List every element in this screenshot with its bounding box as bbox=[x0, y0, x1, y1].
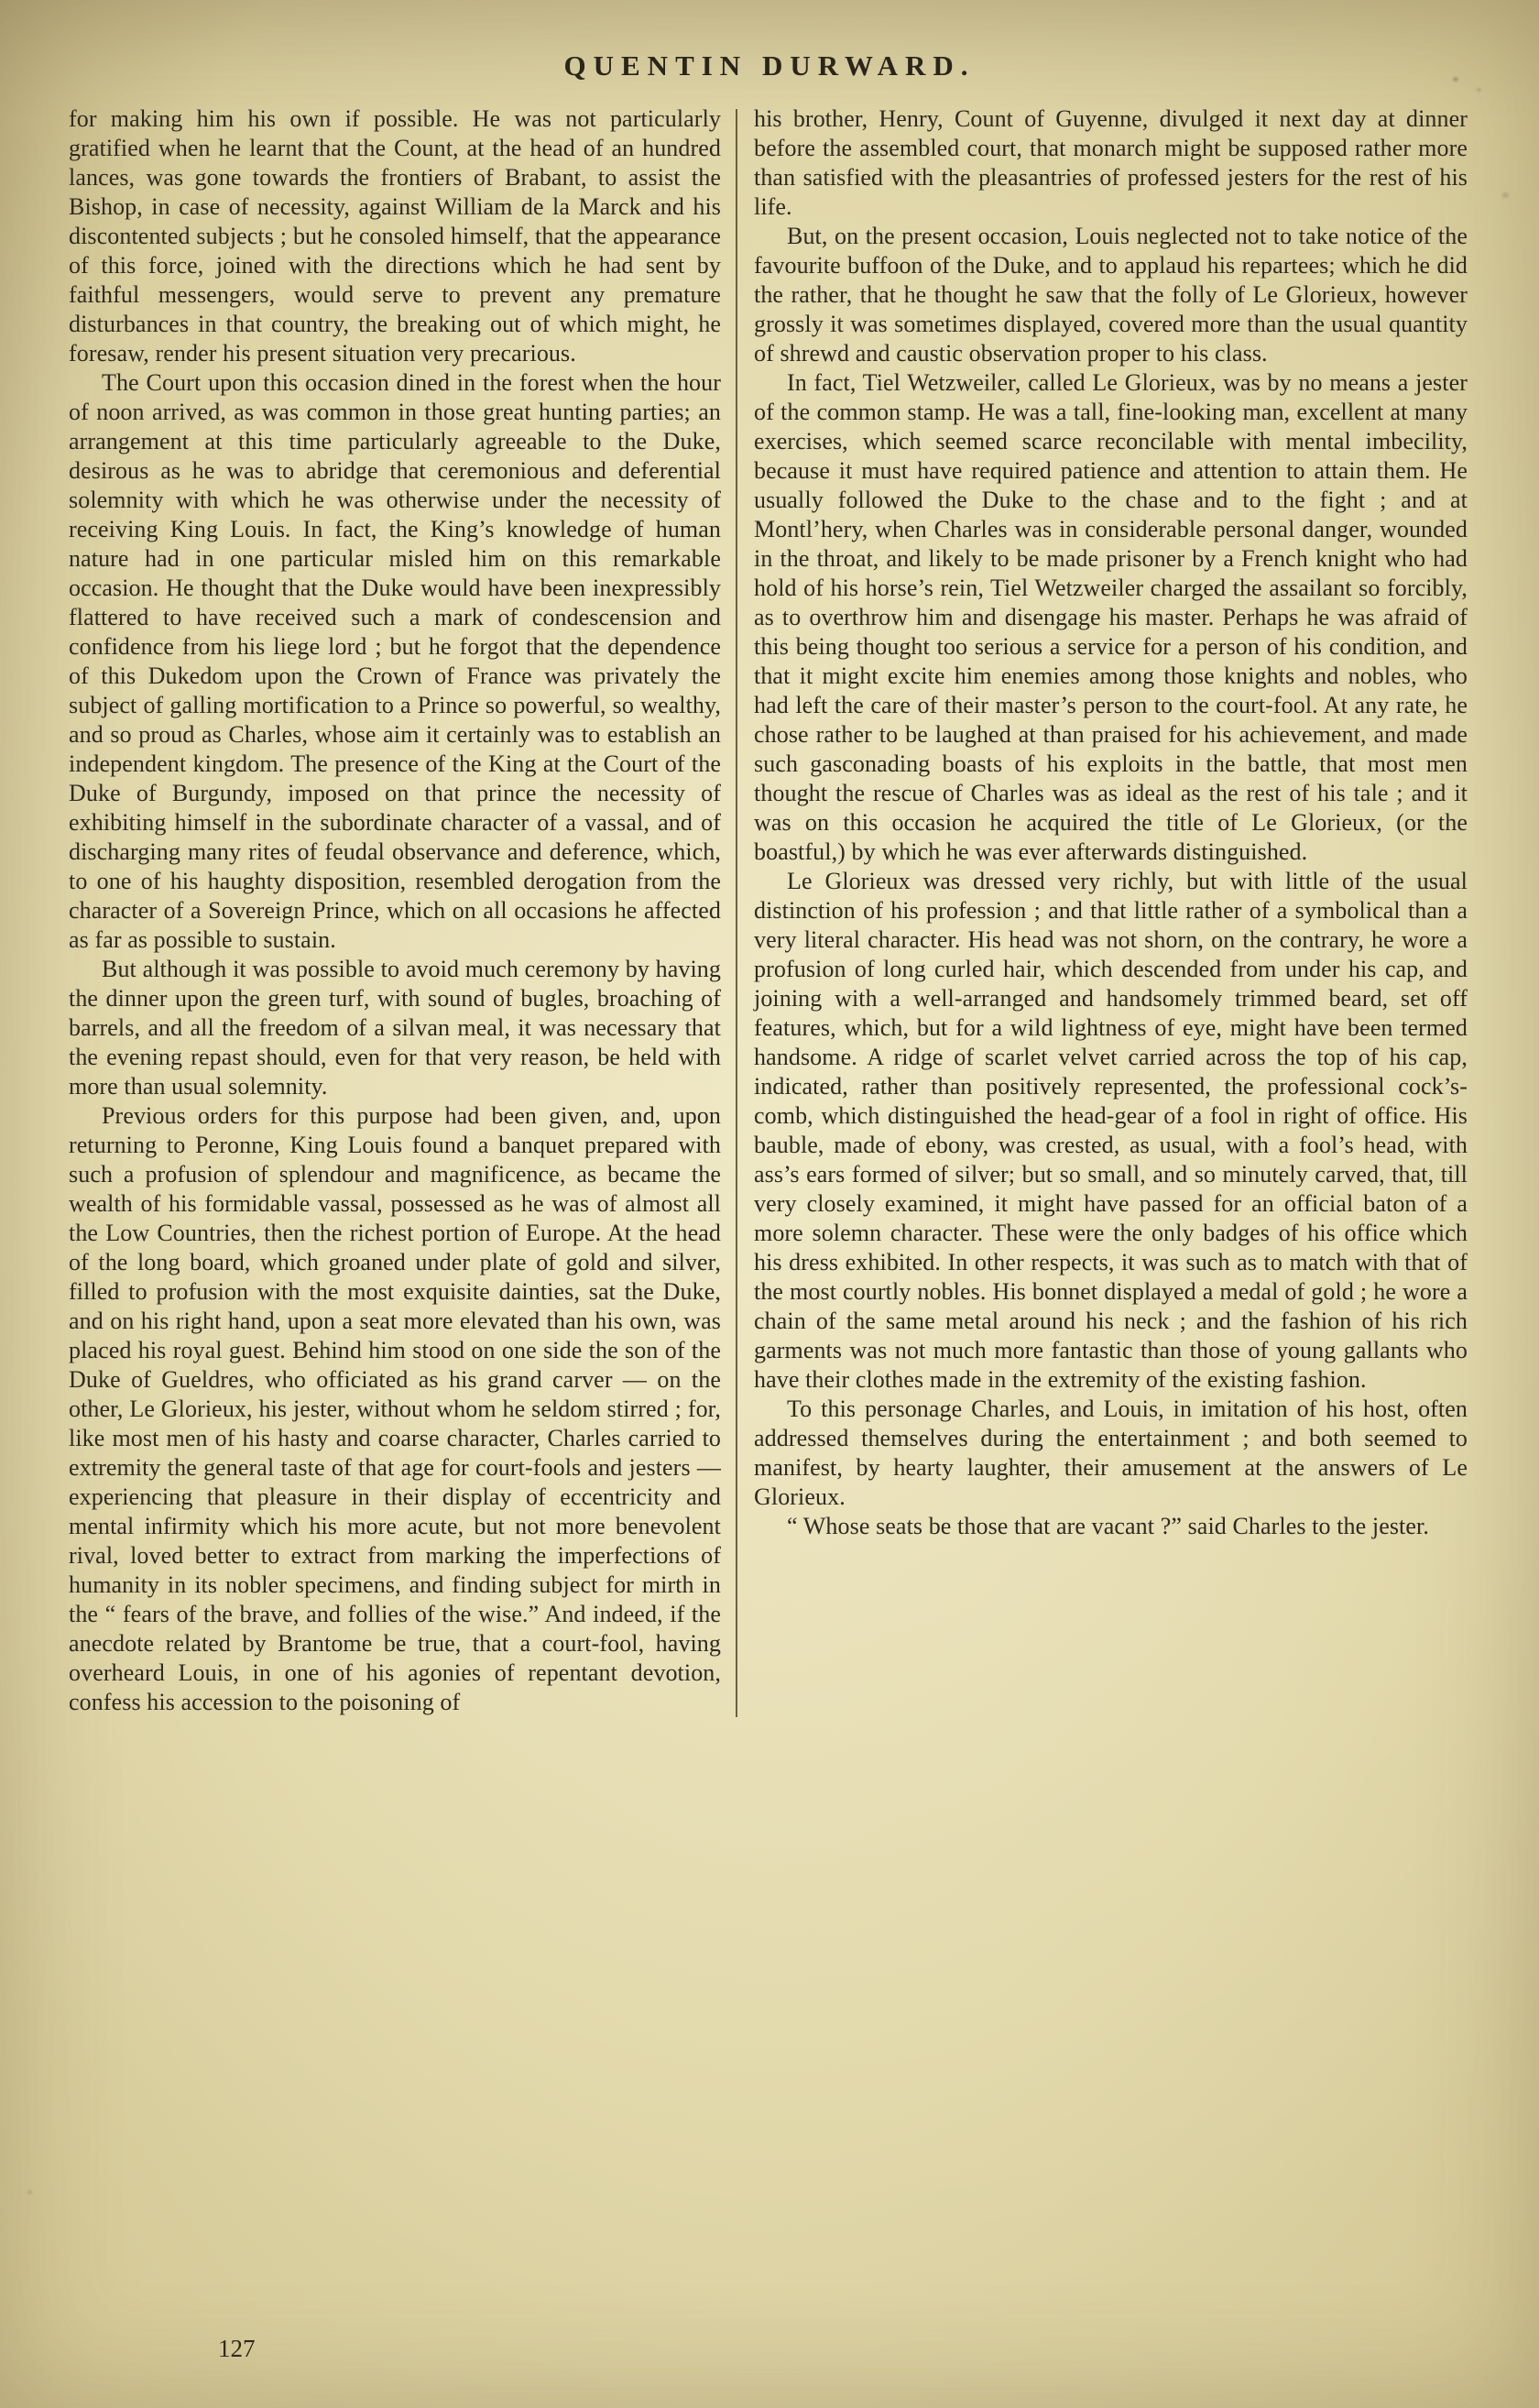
page-number: 127 bbox=[218, 2335, 256, 2362]
paper-speck bbox=[1502, 192, 1509, 198]
paragraph: But, on the present occasion, Louis neglected not to take notice of the favourite buffoon of the Duke, and to applaud his repartees; which he did the rather, that he thought he saw that the folly of Le Glorieux, however grossly it was sometimes displayed, covered more than the usual quantity of shrewd and caustic observation proper to his class. bbox=[754, 223, 1468, 367]
paragraph: To this personage Charles, and Louis, in imitation of his host, often addressed themselves during the entertainment ; and both seemed to manifest, by hearty laughter, their amusement at the answers of Le Glorieux. bbox=[754, 1396, 1468, 1510]
paragraph: Le Glorieux was dressed very richly, but with little of the usual distinction of his profession ; and that little rather of a symbolical than a very literal character. His head was not shorn, on the contrary, he wore a profusion of long curled hair, which descended from under his cap, and joining with a well-arranged and handsomely trimmed beard, set off features, which, but for a wild lightness of eye, might have been termed handsome. A ridge of scarlet velvet carried across the top of his cap, indicated, rather than positively represented, the professional cock’s-comb, which distinguished the head-gear of a fool in right of office. His bauble, made of ebony, was crested, as usual, with a fool’s head, with ass’s ears formed of silver; but so small, and so minutely carved, that, till very closely examined, it might have passed for an official baton of a more solemn character. These were the only badges of his office which his dress exhibited. In other respects, it was such as to match with that of the most courtly nobles. His bonnet displayed a medal of gold ; he wore a chain of the same metal around his neck ; and the fashion of his rich garments was not much more fantastic than those of young gallants who have their clothes made in the extremity of the existing fashion. bbox=[754, 868, 1468, 1393]
page-title: QUENTIN DURWARD. bbox=[563, 49, 976, 82]
paragraph: In fact, Tiel Wetzweiler, called Le Glorieux, was by no means a jester of the common stamp. He was a tall, fine-looking man, excellent at many exercises, which seemed scarce reconcilable with mental imbecility, because it must have required patience and attention to attain them. He usually followed the Duke to the chase and to the fight ; and at Montl’hery, when Charles was in considerable personal danger, wounded in the throat, and likely to be made prisoner by a French knight who had hold of his horse’s rein, Tiel Wetzweiler charged the assailant so forcibly, as to overthrow him and disengage his master. Perhaps he was afraid of this being thought too serious a service for a person of his condition, and that it might excite him enemies among those knights and nobles, who had left the care of their master’s person to the court-fool. At any rate, he chose rather to be laughed at than praised for his achievement, and made such gasconading boasts of his exploits in the battle, that most men thought the rescue of Charles was as ideal as the rest of his tale ; and it was on this occasion he acquired the title of Le Glorieux, (or the boastful,) by which he was ever afterwards distinguished. bbox=[754, 369, 1468, 865]
paragraph: But although it was possible to avoid much ceremony by having the dinner upon the green turf, with sound of bugles, broaching of barrels, and all the freedom of a silvan meal, it was necessary that the evening repast should, even for that very reason, be held with more than usual solemnity. bbox=[69, 956, 721, 1100]
right-column bbox=[754, 104, 1468, 1541]
column-divider-rule bbox=[736, 109, 737, 1717]
paper-speck bbox=[1477, 88, 1481, 92]
paper-speck bbox=[27, 2190, 32, 2195]
left-column bbox=[69, 104, 721, 1717]
paragraph: for making him his own if possible. He was not particularly gratified when he learnt that the Count, at the head of an hundred lances, was gone towards the frontiers of Brabant, to assist the Bishop, in case of necessity, against William de la Marck and his discontented subjects ; but he consoled himself, that the appearance of this force, joined with the directions which he had sent by faithful messengers, would serve to prevent any premature disturbances in that country, the breaking out of which might, he foresaw, render his present situation very precarious. bbox=[69, 105, 721, 367]
running-head bbox=[0, 0, 1539, 82]
paragraph: “ Whose seats be those that are vacant ?” said Charles to the jester. bbox=[787, 1513, 1429, 1539]
paper-speck bbox=[1453, 77, 1458, 82]
paragraph: The Court upon this occasion dined in the forest when the hour of noon arrived, as was common in those great hunting parties; an arrangement at this time particularly agreeable to the Duke, desirous as he was to abridge that ceremonious and deferential solemnity with which he was otherwise under the necessity of receiving King Louis. In fact, the King’s knowledge of human nature had in one particular misled him on this remarkable occasion. He thought that the Duke would have been inexpressibly flattered to have received such a mark of condescension and confidence from his liege lord ; but he forgot that the dependence of this Dukedom upon the Crown of France was privately the subject of galling mortification to a Prince so powerful, so wealthy, and so proud as Charles, whose aim it certainly was to establish an independent kingdom. The presence of the King at the Court of the Duke of Burgundy, imposed on that prince the necessity of exhibiting himself in the subordinate character of a vassal, and of discharging many rites of feudal observance and deference, which, to one of his haughty disposition, resembled derogation from the character of a Sovereign Prince, which on all occasions he affected as far as possible to sustain. bbox=[69, 369, 721, 953]
paragraph: Previous orders for this purpose had been given, and, upon returning to Peronne, King Louis found a banquet prepared with such a profusion of splendour and magnificence, as became the wealth of his formidable vassal, possessed as he was of almost all the Low Countries, then the richest portion of Europe. At the head of the long board, which groaned under plate of gold and silver, filled to profusion with the most exquisite dainties, sat the Duke, and on his right hand, upon a seat more elevated than his own, was placed his royal guest. Behind him stood on one side the son of the Duke of Gueldres, who officiated as his grand carver — on the other, Le Glorieux, his jester, without whom he seldom stirred ; for, like most men of his hasty and coarse character, Charles carried to extremity the general taste of that age for court-fools and jesters — experiencing that pleasure in their display of eccentricity and mental infirmity which his more acute, but not more benevolent rival, loved better to extract from marking the imperfections of humanity in its nobler specimens, and finding subject for mirth in the “ fears of the brave, and follies of the wise.” And indeed, if the anecdote related by Brantome be true, that a court-fool, having overheard Louis, in one of his agonies of repentant devotion, confess his accession to the poisoning of bbox=[69, 1102, 721, 1715]
paragraph: his brother, Henry, Count of Guyenne, divulged it next day at dinner before the assembled court, that monarch might be supposed rather more than satisfied with the pleasantries of professed jesters for the rest of his life. bbox=[754, 105, 1468, 220]
text-columns bbox=[69, 104, 1468, 1717]
